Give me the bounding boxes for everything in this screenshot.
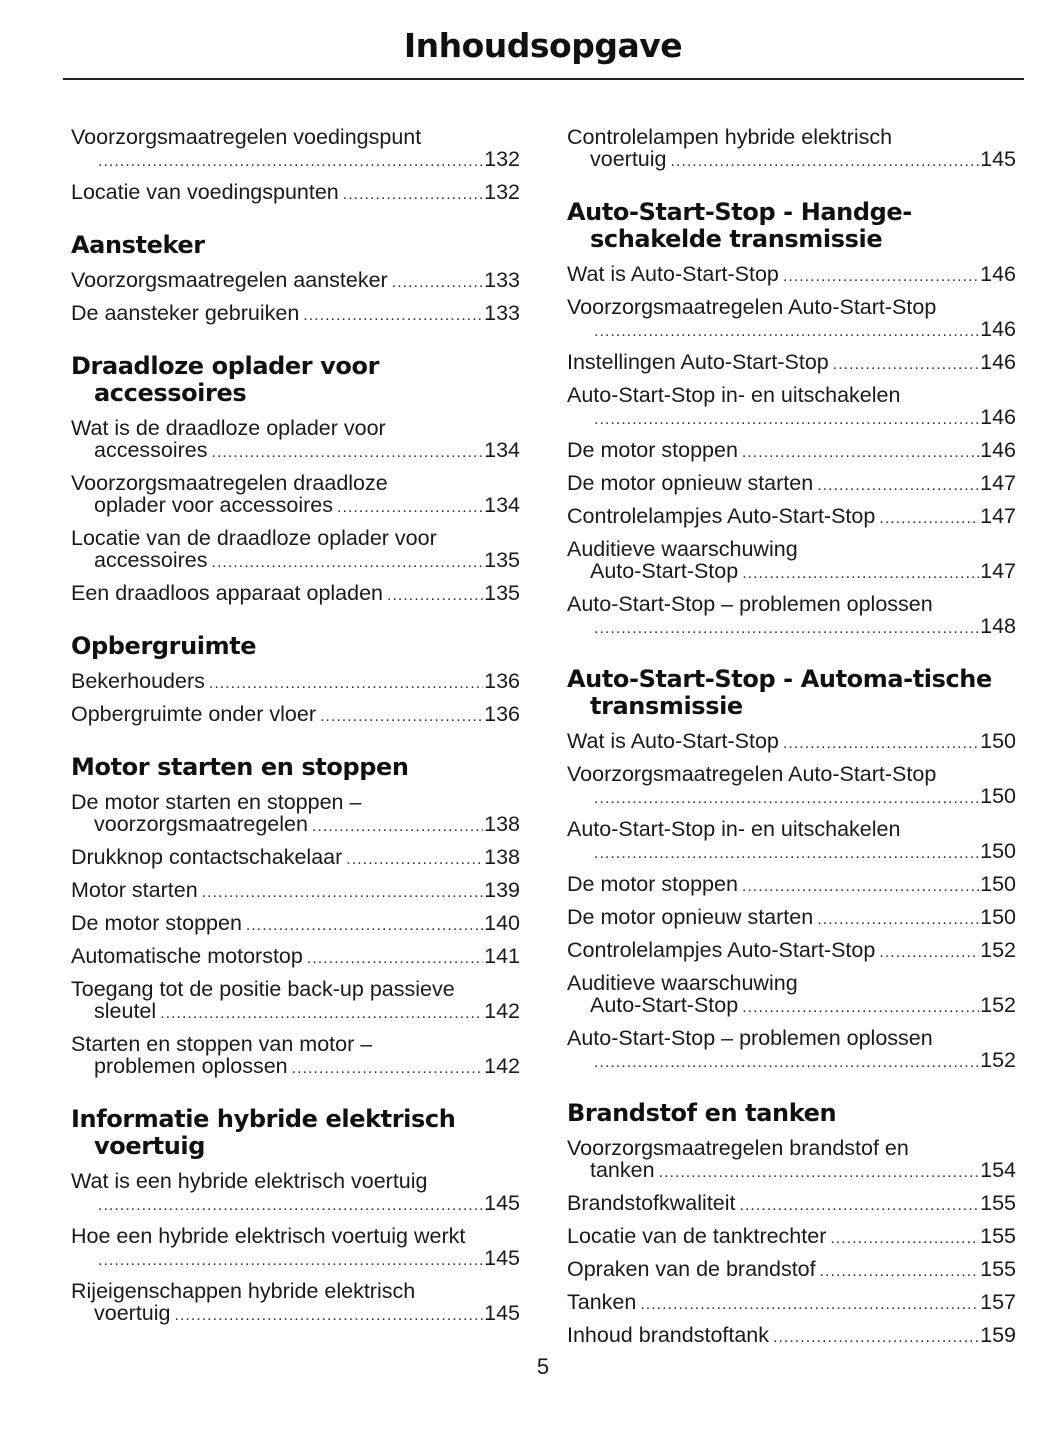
toc-entry-label: voertuig bbox=[94, 1301, 171, 1325]
toc-entry[interactable] bbox=[567, 1225, 1016, 1250]
toc-entry-label: Brandstofkwaliteit bbox=[567, 1191, 736, 1215]
toc-entry-label: voorzorgsmaatregelen bbox=[94, 812, 308, 836]
toc-page-number: 147 bbox=[980, 471, 1016, 495]
toc-page-number: 146 bbox=[980, 317, 1016, 341]
toc-entry-row bbox=[567, 263, 1016, 288]
toc-entry[interactable] bbox=[71, 945, 520, 970]
toc-entry-title: Auto-Start-Stop in- en uitschakelen bbox=[567, 383, 901, 407]
dot-leader bbox=[742, 563, 979, 585]
dot-leader bbox=[98, 1195, 483, 1217]
toc-entry-label: Locatie van de tanktrechter bbox=[567, 1224, 827, 1248]
toc-entry-label: Opbergruimte onder vloer bbox=[71, 702, 316, 726]
toc-entry-row bbox=[567, 1258, 1016, 1283]
toc-section bbox=[567, 126, 1016, 173]
toc-page-number: 140 bbox=[484, 911, 520, 935]
toc-entry-row bbox=[567, 1192, 1016, 1217]
dot-leader bbox=[640, 1294, 979, 1316]
toc-entry-label: Auto-Start-Stop bbox=[590, 559, 739, 583]
toc-entry-title: Voorzorgsmaatregelen Auto-Start-Stop bbox=[567, 295, 937, 319]
toc-section bbox=[71, 126, 520, 206]
toc-column-right bbox=[567, 126, 1016, 1357]
page-number: 5 bbox=[536, 1354, 550, 1379]
toc-page-number: 145 bbox=[484, 1191, 520, 1215]
toc-entry[interactable] bbox=[567, 906, 1016, 931]
toc-entry-title: Rijeigenschappen hybride elektrisch bbox=[71, 1279, 416, 1303]
toc-entry-row bbox=[567, 873, 1016, 898]
dot-leader bbox=[209, 673, 483, 695]
toc-entry[interactable] bbox=[71, 670, 520, 695]
toc-entry-row bbox=[71, 1247, 520, 1272]
toc-entry-row bbox=[71, 846, 520, 871]
toc-entry-row bbox=[567, 1049, 1016, 1074]
toc-entry-row bbox=[71, 549, 520, 574]
toc-page-number: 155 bbox=[980, 1191, 1016, 1215]
toc-entry-label: De motor stoppen bbox=[71, 911, 242, 935]
dot-leader bbox=[202, 882, 483, 904]
toc-entry-label: Opraken van de brandstof bbox=[567, 1257, 816, 1281]
toc-entry[interactable] bbox=[71, 527, 520, 574]
toc-page-number: 135 bbox=[484, 548, 520, 572]
toc-page-number: 154 bbox=[980, 1158, 1016, 1182]
toc-entry-row bbox=[71, 302, 520, 327]
toc-section bbox=[71, 1106, 520, 1327]
dot-leader bbox=[307, 948, 483, 970]
toc-entry[interactable] bbox=[567, 351, 1016, 376]
toc-entry-label: De aansteker gebruiken bbox=[71, 301, 300, 325]
dot-leader bbox=[303, 305, 483, 327]
toc-entry[interactable] bbox=[71, 978, 520, 1025]
dot-leader bbox=[98, 1250, 483, 1272]
toc-page-number: 134 bbox=[484, 438, 520, 462]
toc-entry[interactable] bbox=[71, 1170, 520, 1217]
toc-page-number: 150 bbox=[980, 839, 1016, 863]
dot-leader bbox=[160, 1003, 483, 1025]
toc-page-number: 139 bbox=[484, 878, 520, 902]
toc-entry-row bbox=[567, 785, 1016, 810]
toc-entry-title: Starten en stoppen van motor – bbox=[71, 1032, 373, 1056]
toc-entry-label: tanken bbox=[590, 1158, 655, 1182]
toc-entry-title: Voorzorgsmaatregelen draadloze bbox=[71, 471, 388, 495]
toc-entry[interactable] bbox=[567, 1324, 1016, 1349]
toc-entry-label: accessoires bbox=[94, 548, 208, 572]
toc-section bbox=[71, 353, 520, 607]
page-title: Inhoudsopgave bbox=[403, 26, 683, 65]
toc-entry[interactable] bbox=[71, 417, 520, 464]
dot-leader bbox=[292, 1058, 483, 1080]
toc-entry-label: oplader voor accessoires bbox=[94, 493, 334, 517]
dot-leader bbox=[742, 997, 979, 1019]
toc-entry-title: Auditieve waarschuwing bbox=[567, 971, 798, 995]
toc-entry-row bbox=[567, 406, 1016, 431]
toc-entry-label: problemen oplossen bbox=[94, 1054, 288, 1078]
dot-leader bbox=[337, 497, 483, 519]
toc-section bbox=[567, 1100, 1016, 1349]
dot-leader bbox=[312, 816, 483, 838]
toc-page-number: 133 bbox=[484, 301, 520, 325]
section-heading: Auto-Start-Stop - Automa-tische transmissie bbox=[567, 665, 992, 720]
toc-entry[interactable] bbox=[71, 302, 520, 327]
toc-entry[interactable] bbox=[71, 1033, 520, 1080]
dot-leader bbox=[833, 354, 979, 376]
toc-entry-row bbox=[567, 351, 1016, 376]
section-heading: Draadloze oplader voor accessoires bbox=[71, 352, 380, 407]
toc-entry-row bbox=[567, 318, 1016, 343]
section-heading: Auto-Start-Stop - Handge-schakelde transmissie bbox=[567, 198, 912, 253]
toc-entry-title: Controlelampen hybride elektrisch bbox=[567, 125, 893, 149]
dot-leader bbox=[246, 915, 483, 937]
toc-page-number: 136 bbox=[484, 669, 520, 693]
toc-entry-title: Voorzorgsmaatregelen Auto-Start-Stop bbox=[567, 762, 937, 786]
toc-page-number: 141 bbox=[484, 944, 520, 968]
toc-entry[interactable] bbox=[567, 1192, 1016, 1217]
toc-entry[interactable] bbox=[567, 439, 1016, 464]
toc-page-number: 145 bbox=[484, 1246, 520, 1270]
toc-page-number: 132 bbox=[484, 180, 520, 204]
toc-entry-row bbox=[71, 879, 520, 904]
toc-entry[interactable] bbox=[567, 939, 1016, 964]
toc-page-number: 150 bbox=[980, 729, 1016, 753]
dot-leader bbox=[212, 552, 484, 574]
title-divider bbox=[63, 78, 1024, 80]
toc-section bbox=[71, 633, 520, 728]
toc-entry-label: accessoires bbox=[94, 438, 208, 462]
dot-leader bbox=[671, 151, 980, 173]
toc-entry-row bbox=[71, 670, 520, 695]
toc-entry-row bbox=[567, 1291, 1016, 1316]
toc-entry-title: Auto-Start-Stop in- en uitschakelen bbox=[567, 817, 901, 841]
toc-entry-row bbox=[567, 148, 1016, 173]
toc-entry-title: Locatie van de draadloze oplader voor bbox=[71, 526, 437, 550]
toc-entry-title: Voorzorgsmaatregelen voedingspunt bbox=[71, 125, 422, 149]
toc-entry[interactable] bbox=[71, 912, 520, 937]
dot-leader bbox=[387, 585, 483, 607]
toc-entry-title: Wat is de draadloze oplader voor bbox=[71, 416, 386, 440]
toc-entry[interactable] bbox=[567, 505, 1016, 530]
dot-leader bbox=[783, 733, 979, 755]
toc-entry-label: Wat is Auto-Start-Stop bbox=[567, 729, 779, 753]
toc-page-number: 150 bbox=[980, 872, 1016, 896]
toc-entry-row bbox=[71, 1000, 520, 1025]
toc-entry-label: Controlelampjes Auto-Start-Stop bbox=[567, 504, 876, 528]
toc-entry-row bbox=[71, 703, 520, 728]
toc-entry[interactable] bbox=[71, 1280, 520, 1327]
dot-leader bbox=[879, 508, 979, 530]
toc-entry-label: Controlelampjes Auto-Start-Stop bbox=[567, 938, 876, 962]
dot-leader bbox=[346, 849, 483, 871]
toc-page-number: 155 bbox=[980, 1257, 1016, 1281]
toc-entry-label: Bekerhouders bbox=[71, 669, 205, 693]
toc-entry-label: Instellingen Auto-Start-Stop bbox=[567, 350, 829, 374]
toc-entry-row bbox=[71, 269, 520, 294]
toc-entry-row bbox=[71, 439, 520, 464]
dot-leader bbox=[742, 442, 979, 464]
toc-entry[interactable] bbox=[567, 126, 1016, 173]
toc-entry-title: Hoe een hybride elektrisch voertuig werkt bbox=[71, 1224, 466, 1248]
section-heading: Opbergruimte bbox=[71, 632, 257, 660]
toc-entry-row bbox=[567, 505, 1016, 530]
toc-entry[interactable] bbox=[71, 126, 520, 173]
toc-entry-label: Een draadloos apparaat opladen bbox=[71, 581, 384, 605]
toc-page-number: 138 bbox=[484, 812, 520, 836]
toc-entry[interactable] bbox=[567, 296, 1016, 343]
toc-entry[interactable] bbox=[71, 582, 520, 607]
dot-leader bbox=[594, 409, 979, 431]
toc-entry[interactable] bbox=[71, 879, 520, 904]
toc-entry-title: Wat is een hybride elektrisch voertuig bbox=[71, 1169, 428, 1193]
section-heading: Brandstof en tanken bbox=[567, 1099, 837, 1127]
toc-page-number: 146 bbox=[980, 438, 1016, 462]
dot-leader bbox=[212, 442, 484, 464]
toc-entry[interactable] bbox=[71, 846, 520, 871]
toc-entry-row bbox=[567, 439, 1016, 464]
toc-entry[interactable] bbox=[71, 791, 520, 838]
toc-page-number: 147 bbox=[980, 504, 1016, 528]
section-heading: Aansteker bbox=[71, 231, 205, 259]
dot-leader bbox=[98, 151, 483, 173]
dot-leader bbox=[783, 266, 979, 288]
dot-leader bbox=[773, 1327, 979, 1349]
toc-page-number: 147 bbox=[980, 559, 1016, 583]
toc-page-number: 155 bbox=[980, 1224, 1016, 1248]
toc-entry[interactable] bbox=[567, 472, 1016, 497]
toc-section bbox=[567, 199, 1016, 640]
dot-leader bbox=[343, 184, 483, 206]
toc-page-number: 146 bbox=[980, 350, 1016, 374]
toc-entry-row bbox=[567, 615, 1016, 640]
dot-leader bbox=[830, 1228, 979, 1250]
toc-section bbox=[71, 754, 520, 1080]
dot-leader bbox=[594, 1052, 979, 1074]
toc-entry-label: Locatie van voedingspunten bbox=[71, 180, 339, 204]
toc-page-number: 138 bbox=[484, 845, 520, 869]
toc-entry-row bbox=[567, 730, 1016, 755]
toc-entry-row bbox=[567, 472, 1016, 497]
toc-entry-label: De motor stoppen bbox=[567, 872, 738, 896]
toc-entry-row bbox=[567, 1225, 1016, 1250]
toc-page-number: 142 bbox=[484, 1054, 520, 1078]
toc-entry-row bbox=[567, 840, 1016, 865]
toc-entry-row bbox=[567, 939, 1016, 964]
section-heading: Motor starten en stoppen bbox=[71, 753, 409, 781]
toc-entry-label: Drukknop contactschakelaar bbox=[71, 845, 343, 869]
toc-page-number: 152 bbox=[980, 938, 1016, 962]
toc-entry-label: De motor opnieuw starten bbox=[567, 905, 814, 929]
toc-entry[interactable] bbox=[71, 269, 520, 294]
toc-entry-title: Toegang tot de positie back-up passieve bbox=[71, 977, 455, 1001]
toc-section bbox=[567, 666, 1016, 1074]
toc-entry-row bbox=[567, 1324, 1016, 1349]
dot-leader bbox=[742, 876, 979, 898]
dot-leader bbox=[659, 1162, 980, 1184]
dot-leader bbox=[740, 1195, 980, 1217]
dot-leader bbox=[879, 942, 979, 964]
toc-entry-row bbox=[71, 181, 520, 206]
toc-entry-row bbox=[71, 582, 520, 607]
toc-section bbox=[71, 232, 520, 327]
toc-page-number: 133 bbox=[484, 268, 520, 292]
toc-entry-row bbox=[567, 560, 1016, 585]
toc-column-left bbox=[71, 126, 520, 1335]
toc-entry[interactable] bbox=[567, 384, 1016, 431]
toc-entry-label: Motor starten bbox=[71, 878, 198, 902]
dot-leader bbox=[817, 909, 979, 931]
toc-entry[interactable] bbox=[567, 593, 1016, 640]
toc-entry[interactable] bbox=[567, 1258, 1016, 1283]
dot-leader bbox=[320, 706, 483, 728]
toc-entry[interactable] bbox=[567, 972, 1016, 1019]
toc-entry-row bbox=[567, 994, 1016, 1019]
dot-leader bbox=[594, 618, 979, 640]
toc-page-number: 145 bbox=[484, 1301, 520, 1325]
toc-page-number: 150 bbox=[980, 784, 1016, 808]
toc-page-number: 157 bbox=[980, 1290, 1016, 1314]
toc-entry-row bbox=[71, 148, 520, 173]
toc-page-number: 152 bbox=[980, 1048, 1016, 1072]
dot-leader bbox=[820, 1261, 980, 1283]
toc-entry-row bbox=[71, 912, 520, 937]
toc-entry[interactable] bbox=[71, 181, 520, 206]
toc-entry[interactable] bbox=[71, 1225, 520, 1272]
toc-page-number: 159 bbox=[980, 1323, 1016, 1347]
toc-entry-label: Inhoud brandstoftank bbox=[567, 1323, 770, 1347]
toc-entry-row bbox=[71, 813, 520, 838]
toc-entry[interactable] bbox=[567, 1137, 1016, 1184]
toc-entry-label: sleutel bbox=[94, 999, 157, 1023]
toc-entry-row bbox=[71, 494, 520, 519]
toc-entry-label: Wat is Auto-Start-Stop bbox=[567, 262, 779, 286]
section-heading: Informatie hybride elektrisch voertuig bbox=[71, 1105, 456, 1160]
toc-entry-label: De motor opnieuw starten bbox=[567, 471, 814, 495]
toc-entry-title: Auto-Start-Stop – problemen oplossen bbox=[567, 592, 933, 616]
toc-entry[interactable] bbox=[71, 472, 520, 519]
toc-entry-title: Auto-Start-Stop – problemen oplossen bbox=[567, 1026, 933, 1050]
dot-leader bbox=[594, 788, 979, 810]
toc-page-number: 135 bbox=[484, 581, 520, 605]
toc-page-number: 145 bbox=[980, 147, 1016, 171]
toc-entry[interactable] bbox=[71, 703, 520, 728]
toc-page-number: 152 bbox=[980, 993, 1016, 1017]
toc-entry-title: Voorzorgsmaatregelen brandstof en bbox=[567, 1136, 909, 1160]
toc-entry-label: Tanken bbox=[567, 1290, 637, 1314]
toc-entry-label: Automatische motorstop bbox=[71, 944, 303, 968]
toc-entry[interactable] bbox=[567, 538, 1016, 585]
toc-page-number: 134 bbox=[484, 493, 520, 517]
toc-entry[interactable] bbox=[567, 1027, 1016, 1074]
dot-leader bbox=[594, 843, 979, 865]
toc-page-number: 132 bbox=[484, 147, 520, 171]
toc-entry[interactable] bbox=[567, 818, 1016, 865]
toc-entry-row bbox=[567, 906, 1016, 931]
toc-entry-row bbox=[71, 1055, 520, 1080]
toc-entry[interactable] bbox=[567, 763, 1016, 810]
toc-page-number: 146 bbox=[980, 405, 1016, 429]
dot-leader bbox=[817, 475, 979, 497]
toc-entry-title: Auditieve waarschuwing bbox=[567, 537, 798, 561]
toc-entry-row bbox=[71, 1192, 520, 1217]
toc-entry[interactable] bbox=[567, 873, 1016, 898]
toc-entry-row bbox=[71, 1302, 520, 1327]
toc-entry-row bbox=[567, 1159, 1016, 1184]
toc-page-number: 136 bbox=[484, 702, 520, 726]
toc-page-number: 146 bbox=[980, 262, 1016, 286]
dot-leader bbox=[594, 321, 979, 343]
toc-entry[interactable] bbox=[567, 730, 1016, 755]
toc-entry-row bbox=[71, 945, 520, 970]
dot-leader bbox=[392, 272, 483, 294]
toc-page-number: 142 bbox=[484, 999, 520, 1023]
toc-page-number: 150 bbox=[980, 905, 1016, 929]
toc-entry-title: De motor starten en stoppen – bbox=[71, 790, 362, 814]
toc-entry-label: voertuig bbox=[590, 147, 667, 171]
toc-page-number: 148 bbox=[980, 614, 1016, 638]
toc-entry[interactable] bbox=[567, 1291, 1016, 1316]
toc-entry-label: Auto-Start-Stop bbox=[590, 993, 739, 1017]
dot-leader bbox=[175, 1305, 484, 1327]
toc-entry[interactable] bbox=[567, 263, 1016, 288]
toc-entry-label: Voorzorgsmaatregelen aansteker bbox=[71, 268, 388, 292]
toc-entry-label: De motor stoppen bbox=[567, 438, 738, 462]
